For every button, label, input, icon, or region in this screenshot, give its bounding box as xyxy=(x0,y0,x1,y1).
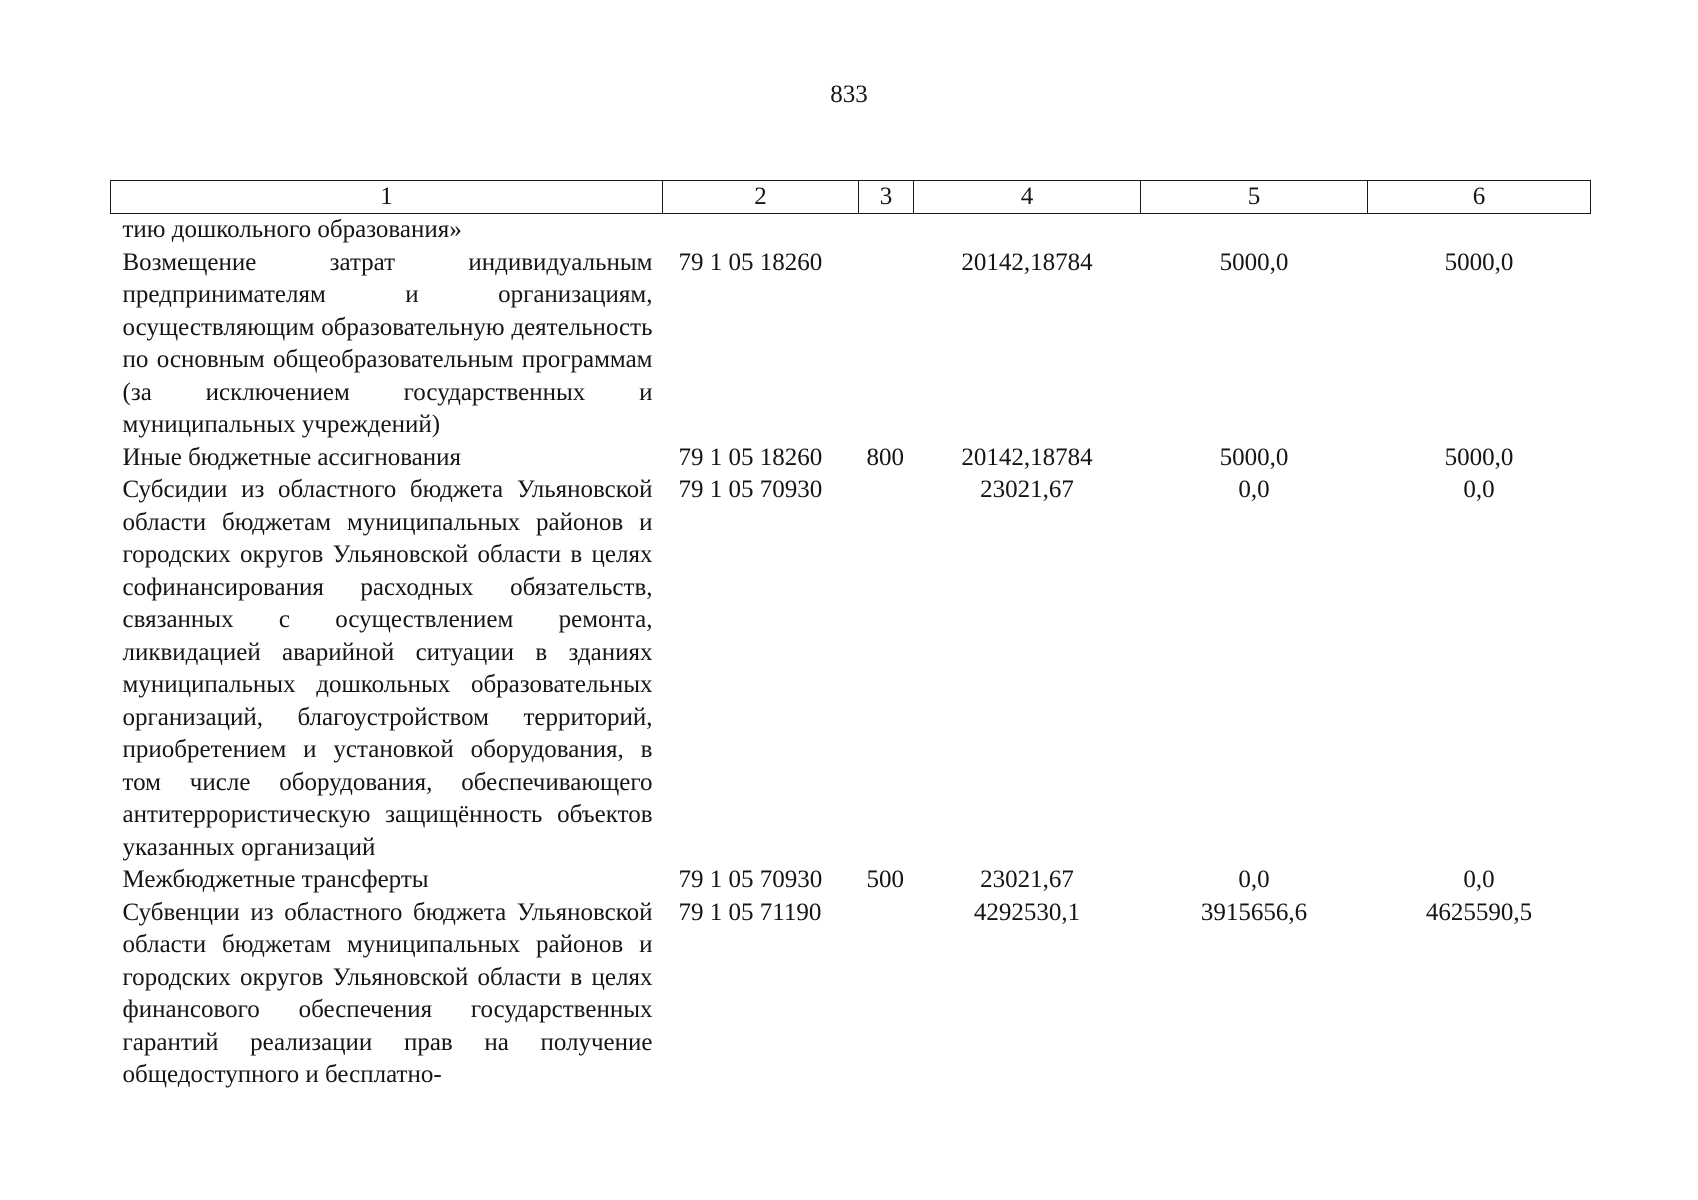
row-amount-col6: 4625590,5 xyxy=(1425,898,1533,926)
header-col-4: 4 xyxy=(914,181,1141,214)
table-header xyxy=(111,181,1591,214)
table-row xyxy=(111,474,1591,864)
row-expense-type xyxy=(859,474,914,864)
table-row xyxy=(111,897,1591,1092)
row-target-code: 79 1 05 70930 xyxy=(678,476,823,503)
row-description: Субсидии из областного бюджета Ульяновской области бюджетам муниципальных районов и городских округов Ульяновской области в целях софинансирования расходных обязательств, связанных с осуществлением ремонта, ликвидацией аварийной ситуации в зданиях муниципальных дошкольных образовательных организаций, благоустройством территорий, приобретением и установкой оборудования, в том числе оборудования, обеспечивающего антитеррористическую защищённость объектов указанных организаций xyxy=(122,476,653,861)
row-target-code: 79 1 05 18260 xyxy=(678,443,823,471)
page-number: 833 xyxy=(830,81,868,108)
row-expense-type: 800 xyxy=(866,443,904,471)
row-amount-col4: 23021,67 xyxy=(980,476,1074,503)
table-row xyxy=(111,442,1591,475)
table-row xyxy=(111,864,1591,897)
budget-table-container xyxy=(110,180,1590,1092)
row-expense-type xyxy=(859,214,914,247)
row-amount-col6: 0,0 xyxy=(1463,476,1495,503)
row-description: тию дошкольного образования» xyxy=(122,216,462,243)
row-amount-col5: 5000,0 xyxy=(1219,443,1289,471)
row-target-code: 79 1 05 18260 xyxy=(678,248,823,276)
row-description: Иные бюджетные ассигнования xyxy=(122,443,462,471)
row-amount-col6: 5000,0 xyxy=(1444,443,1514,471)
row-expense-type xyxy=(859,897,914,1092)
row-target-code xyxy=(663,214,859,247)
row-amount-col4 xyxy=(914,214,1141,247)
row-amount-col4: 20142,18784 xyxy=(961,248,1093,276)
header-col-2: 2 xyxy=(663,181,859,214)
header-col-5: 5 xyxy=(1141,181,1368,214)
header-col-6: 6 xyxy=(1368,181,1591,214)
row-description: Субвенции из областного бюджета Ульяновской области бюджетам муниципальных районов и городских округов Ульяновской области в целях финансового обеспечения государственных гарантий реализации прав на получение общедоступного и бесплатно- xyxy=(122,898,653,1088)
row-target-code: 79 1 05 70930 xyxy=(678,866,823,893)
row-expense-type xyxy=(859,247,914,442)
row-amount-col4: 20142,18784 xyxy=(961,443,1093,471)
budget-table xyxy=(110,180,1591,1092)
table-row xyxy=(111,247,1591,442)
row-description: Межбюджетные трансферты xyxy=(122,866,429,893)
row-target-code: 79 1 05 71190 xyxy=(678,898,822,926)
row-expense-type: 500 xyxy=(866,866,904,893)
header-col-1: 1 xyxy=(111,181,663,214)
row-description: Возмещение затрат индивидуальным предпринимателям и организациям, осуществляющим образовательную деятельность по основным общеобразовательным программам (за исключением государственных и муниципальных учреждений) xyxy=(122,248,653,438)
row-amount-col6: 0,0 xyxy=(1463,866,1495,893)
header-row xyxy=(111,181,1591,214)
row-amount-col5 xyxy=(1141,214,1368,247)
row-amount-col4: 4292530,1 xyxy=(973,898,1081,926)
row-amount-col5: 3915656,6 xyxy=(1200,898,1308,926)
row-amount-col5: 5000,0 xyxy=(1219,248,1289,276)
table-body xyxy=(111,214,1591,1092)
row-amount-col4: 23021,67 xyxy=(980,866,1074,893)
header-col-3: 3 xyxy=(859,181,914,214)
row-amount-col6 xyxy=(1368,214,1591,247)
table-row xyxy=(111,214,1591,247)
row-amount-col6: 5000,0 xyxy=(1444,248,1514,276)
row-amount-col5: 0,0 xyxy=(1238,476,1270,503)
row-amount-col5: 0,0 xyxy=(1238,866,1270,893)
